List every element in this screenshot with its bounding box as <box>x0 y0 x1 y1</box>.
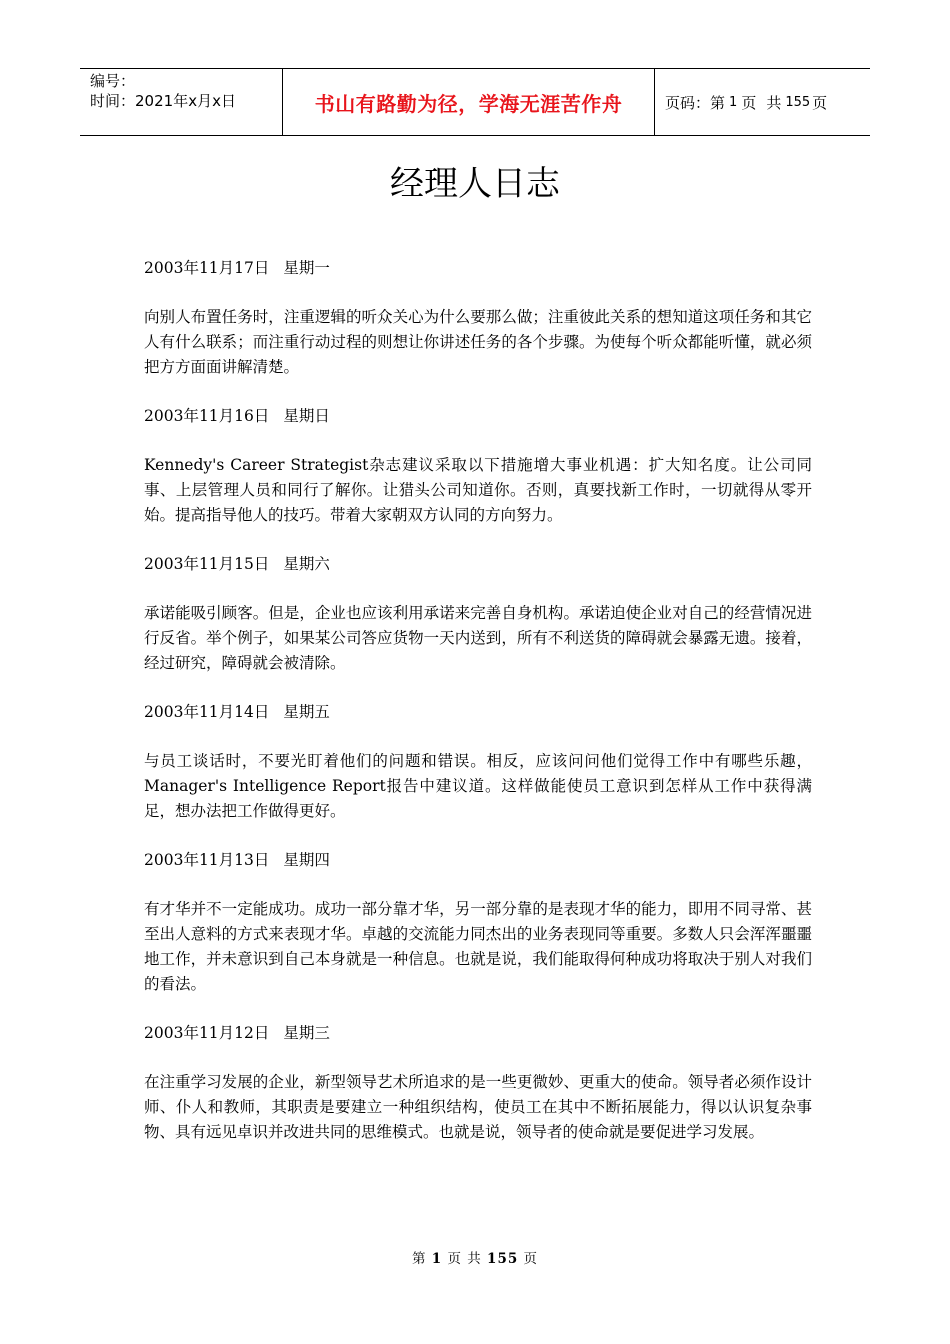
entry-date <box>144 256 812 281</box>
diary-entry <box>144 848 812 997</box>
entry-date-text: 2003年11月16日 <box>144 407 270 425</box>
entry-date-text: 2003年11月12日 <box>144 1024 270 1042</box>
time-line <box>90 91 282 111</box>
entry-text: Kennedy's Career Strategist杂志建议采取以下措施增大事业机遇：扩大知名度。让公司同事、上层管理人员和同行了解你。让猎头公司知道你。否则，真要找新工作时，一切就得从零开始。提高指导他人的技巧。带着大家朝双方认同的方向努力。 <box>144 456 812 524</box>
entry-text: 与员工谈话时，不要光盯着他们的问题和错误。相反，应该问问他们觉得工作中有哪些乐趣，Manager's Intelligence Report报告中建议道。这样做能使员工意识到怎样从工作中获得满足，想办法把工作做得更好。 <box>144 752 812 820</box>
page-word: 页 <box>741 93 757 112</box>
entry-text: 向别人布置任务时，注重逻辑的听众关心为什么要那么做；注重彼此关系的想知道这项任务和其它人有什么联系；而注重行动过程的则想让你讲述任务的各个步骤。为使每个听众都能听懂，就必须把方方面面讲解清楚。 <box>144 308 812 376</box>
entry-weekday: 星期日 <box>283 407 330 425</box>
entry-weekday: 星期一 <box>283 259 330 277</box>
entry-weekday: 星期六 <box>283 555 330 573</box>
footer-current: 1 <box>431 1251 443 1267</box>
footer-page-word: 页 <box>447 1251 462 1267</box>
entry-text: 有才华并不一定能成功。成功一部分靠才华，另一部分靠的是表现才华的能力，即用不同寻常、甚至出人意料的方式来表现才华。卓越的交流能力同杰出的业务表现同等重要。多数人只会浑浑噩噩地工作，并未意识到自己本身就是一种信息。也就是说，我们能取得何种成功将取决于别人对我们的看法。 <box>144 900 812 993</box>
page-suffix: 页 <box>812 93 828 112</box>
header-table <box>80 68 870 136</box>
entry-weekday: 星期四 <box>283 851 330 869</box>
page-label: 页码： <box>665 93 711 112</box>
entry-text: 在注重学习发展的企业，新型领导艺术所追求的是一些更微妙、更重大的使命。领导者必须作设计师、仆人和教师，其职责是要建立一种组织结构，使员工在其中不断拓展能力，得以认识复杂事物、具有远见卓识并改进共同的思维模式。也就是说，领导者的使命就是要促进学习发展。 <box>144 1073 812 1141</box>
page-prefix: 第 <box>710 93 726 112</box>
diary-entry <box>144 1021 812 1145</box>
entry-date <box>144 700 812 725</box>
entry-date-text: 2003年11月13日 <box>144 851 270 869</box>
entry-date <box>144 552 812 577</box>
time-label: 时间： <box>90 92 136 110</box>
motto-text: 书山有路勤为径，学海无涯苦作舟 <box>314 91 623 116</box>
page-total-prefix: 共 <box>766 93 782 112</box>
diary-entry <box>144 404 812 528</box>
page-footer <box>0 1247 950 1267</box>
footer-total: 155 <box>487 1251 519 1267</box>
footer-total-prefix: 共 <box>467 1251 482 1267</box>
id-label: 编号： <box>90 72 136 90</box>
entry-date-text: 2003年11月15日 <box>144 555 270 573</box>
entry-text: 承诺能吸引顾客。但是，企业也应该利用承诺来完善自身机构。承诺迫使企业对自己的经营情况进行反省。举个例子，如果某公司答应货物一天内送到，所有不利送货的障碍就会暴露无遗。接着，经过研究，障碍就会被清除。 <box>144 604 812 672</box>
page-number-cell <box>655 69 870 135</box>
entry-date-text: 2003年11月17日 <box>144 259 270 277</box>
motto-cell <box>282 69 655 135</box>
entry-date <box>144 848 812 873</box>
diary-entry <box>144 256 812 380</box>
diary-entry <box>144 700 812 824</box>
entry-weekday: 星期五 <box>283 703 330 721</box>
entry-date <box>144 1021 812 1046</box>
diary-entry <box>144 552 812 676</box>
entry-weekday: 星期三 <box>283 1024 330 1042</box>
document-title: 经理人日志 <box>390 164 560 204</box>
page-total: 155 <box>785 94 811 110</box>
page-current: 1 <box>729 94 738 110</box>
header-meta-cell <box>80 69 282 135</box>
footer-prefix: 第 <box>411 1251 427 1267</box>
entry-date <box>144 404 812 429</box>
diary-content <box>144 256 812 1169</box>
entry-date-text: 2003年11月14日 <box>144 703 270 721</box>
footer-suffix: 页 <box>523 1251 539 1267</box>
time-value: 2021年x月x日 <box>135 92 236 110</box>
